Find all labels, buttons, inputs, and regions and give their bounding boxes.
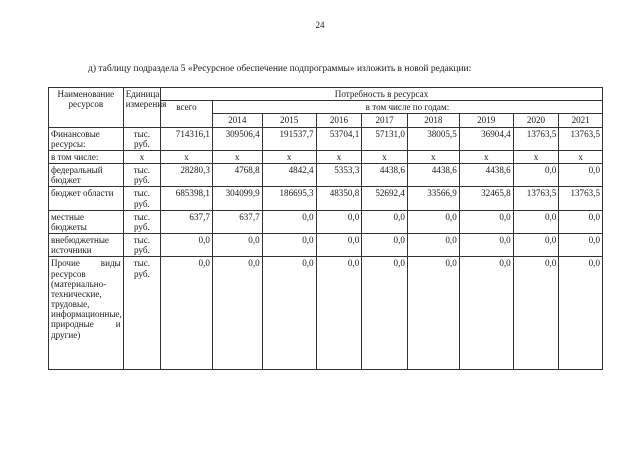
value-year: 53704,1 — [316, 127, 362, 150]
value-year: 0,0 — [559, 234, 603, 257]
value-year: 304099,9 — [212, 187, 262, 210]
table-row — [49, 234, 603, 257]
row-unit: тыс. руб. — [123, 127, 160, 150]
row-name: федеральный бюджет — [49, 164, 124, 187]
value-year: 4438,6 — [407, 164, 459, 187]
table-row — [49, 210, 603, 233]
row-name: Финансовые ресурсы: — [49, 127, 124, 150]
value-year: 191537,7 — [262, 127, 316, 150]
value-year: 13763,5 — [559, 187, 603, 210]
intro-text: д) таблицу подраздела 5 «Ресурсное обеспечение подпрограммы» изложить в новой редакции: — [88, 64, 472, 74]
value-year: х — [316, 150, 362, 163]
page-number: 24 — [315, 20, 325, 30]
value-year: 0,0 — [513, 257, 559, 370]
value-year: 36904,4 — [459, 127, 513, 150]
year-cell: 2016 — [316, 114, 362, 127]
value-year: х — [559, 150, 603, 163]
table-row — [49, 150, 603, 163]
value-year: 57131,0 — [362, 127, 408, 150]
value-year: 4438,6 — [459, 164, 513, 187]
header-by-years: в том числе по годам: — [212, 101, 602, 114]
value-year: х — [262, 150, 316, 163]
value-year: 38005,5 — [407, 127, 459, 150]
header-unit: Единица измерения — [123, 88, 160, 128]
value-year: 13763,5 — [513, 187, 559, 210]
row-name: местные бюджеты — [49, 210, 124, 233]
value-year: 0,0 — [362, 234, 408, 257]
row-unit: тыс. руб. — [123, 257, 160, 370]
value-year: 0,0 — [407, 257, 459, 370]
value-total: 0,0 — [161, 234, 213, 257]
year-cell: 2020 — [513, 114, 559, 127]
row-unit: тыс. руб. — [123, 187, 160, 210]
value-year: 4438,6 — [362, 164, 408, 187]
value-year: 0,0 — [362, 257, 408, 370]
value-year: 0,0 — [459, 234, 513, 257]
value-year: х — [459, 150, 513, 163]
year-cell: 2017 — [362, 114, 408, 127]
value-total: 28280,3 — [161, 164, 213, 187]
value-year: 0,0 — [362, 210, 408, 233]
value-year: 13763,5 — [559, 127, 603, 150]
value-year: 0,0 — [559, 257, 603, 370]
value-year: 309506,4 — [212, 127, 262, 150]
year-cell: 2014 — [212, 114, 262, 127]
year-cell: 2021 — [559, 114, 603, 127]
value-year: 4768,8 — [212, 164, 262, 187]
value-year: 13763,5 — [513, 127, 559, 150]
value-year: 0,0 — [559, 210, 603, 233]
value-total: 0,0 — [161, 257, 213, 370]
header-total: всего — [161, 101, 213, 127]
value-year: х — [212, 150, 262, 163]
row-unit: х — [123, 150, 160, 163]
header-need: Потребность в ресурсах — [161, 88, 603, 101]
row-unit: тыс. руб. — [123, 234, 160, 257]
header-name: Наименование ресурсов — [49, 88, 124, 128]
year-cell: 2019 — [459, 114, 513, 127]
row-name: в том числе: — [49, 150, 124, 163]
value-total: 685398,1 — [161, 187, 213, 210]
value-year: 637,7 — [212, 210, 262, 233]
value-year: 0,0 — [262, 210, 316, 233]
row-name: бюджет области — [49, 187, 124, 210]
value-year: 0,0 — [212, 257, 262, 370]
row-name: Прочие виды ресурсов (материально-технические, трудовые, информационные, природные и другие) — [49, 257, 124, 370]
value-year: х — [362, 150, 408, 163]
row-unit: тыс. руб. — [123, 164, 160, 187]
value-year: 0,0 — [316, 210, 362, 233]
table-row — [49, 127, 603, 150]
value-year: х — [407, 150, 459, 163]
value-year: 48350,8 — [316, 187, 362, 210]
year-cell: 2018 — [407, 114, 459, 127]
year-cell: 2015 — [262, 114, 316, 127]
value-year: 186695,3 — [262, 187, 316, 210]
row-name: внебюджетные источники — [49, 234, 124, 257]
value-year: х — [513, 150, 559, 163]
value-year: 0,0 — [407, 234, 459, 257]
value-year: 0,0 — [513, 164, 559, 187]
value-year: 0,0 — [513, 234, 559, 257]
table-row — [49, 187, 603, 210]
value-year: 0,0 — [459, 257, 513, 370]
header-row-1 — [49, 88, 603, 101]
value-year: 0,0 — [262, 257, 316, 370]
table-row — [49, 257, 603, 370]
value-year: 4842,4 — [262, 164, 316, 187]
value-year: 0,0 — [559, 164, 603, 187]
value-year: 0,0 — [262, 234, 316, 257]
value-total: 714316,1 — [161, 127, 213, 150]
value-year: 52692,4 — [362, 187, 408, 210]
value-year: 5353,3 — [316, 164, 362, 187]
resource-table — [48, 87, 603, 370]
row-unit: тыс. руб. — [123, 210, 160, 233]
value-year: 0,0 — [316, 234, 362, 257]
value-year: 33566,9 — [407, 187, 459, 210]
value-total: х — [161, 150, 213, 163]
value-year: 32465,8 — [459, 187, 513, 210]
value-year: 0,0 — [316, 257, 362, 370]
value-total: 637,7 — [161, 210, 213, 233]
table-row — [49, 164, 603, 187]
value-year: 0,0 — [513, 210, 559, 233]
value-year: 0,0 — [459, 210, 513, 233]
value-year: 0,0 — [407, 210, 459, 233]
value-year: 0,0 — [212, 234, 262, 257]
